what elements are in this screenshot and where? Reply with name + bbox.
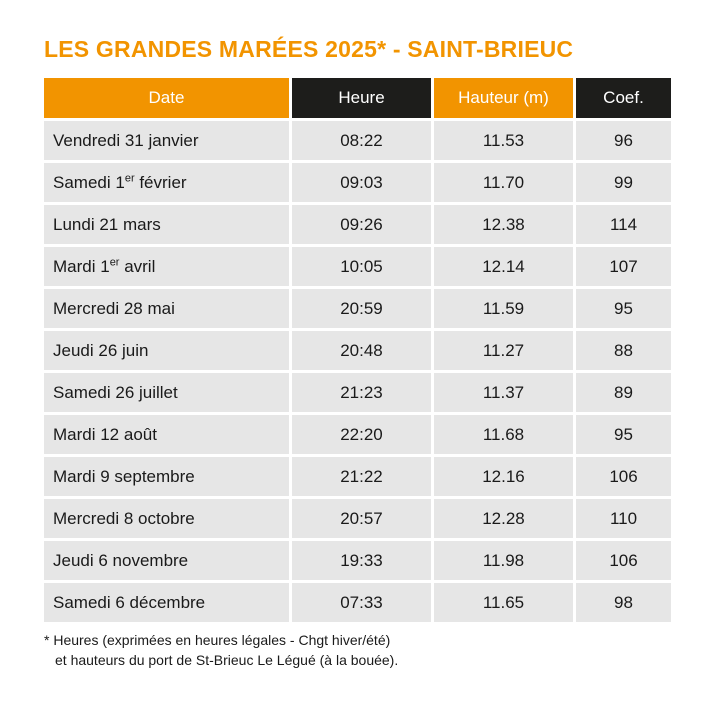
column-header-date: Date [44, 78, 289, 118]
cell-date: Samedi 1er février [44, 163, 289, 202]
table-row [44, 541, 671, 580]
cell-coef: 89 [576, 373, 671, 412]
cell-coef: 106 [576, 457, 671, 496]
cell-hour: 19:33 [292, 541, 431, 580]
cell-coef: 106 [576, 541, 671, 580]
cell-height: 11.59 [434, 289, 573, 328]
page-title: LES GRANDES MARÉES 2025* - SAINT-BRIEUC [44, 36, 574, 62]
cell-coef: 88 [576, 331, 671, 370]
cell-height: 11.98 [434, 541, 573, 580]
tides-table [41, 75, 674, 625]
cell-height: 12.38 [434, 205, 573, 244]
table-row [44, 499, 671, 538]
cell-height: 11.68 [434, 415, 573, 454]
cell-coef: 96 [576, 121, 671, 160]
cell-hour: 21:23 [292, 373, 431, 412]
footnote-line-2: et hauteurs du port de St-Brieuc Le Légué (à la bouée). [55, 652, 399, 668]
cell-date: Samedi 6 décembre [44, 583, 289, 622]
column-header-hour: Heure [292, 78, 431, 118]
cell-hour: 21:22 [292, 457, 431, 496]
table-row [44, 205, 671, 244]
cell-hour: 22:20 [292, 415, 431, 454]
cell-coef: 107 [576, 247, 671, 286]
cell-hour: 20:57 [292, 499, 431, 538]
table-row [44, 373, 671, 412]
cell-date: Mardi 1er avril [44, 247, 289, 286]
footnote-line-1: * Heures (exprimées en heures légales - Chgt hiver/été) [44, 632, 391, 648]
cell-height: 12.28 [434, 499, 573, 538]
table-row [44, 163, 671, 202]
cell-height: 12.14 [434, 247, 573, 286]
cell-coef: 95 [576, 415, 671, 454]
cell-height: 12.16 [434, 457, 573, 496]
cell-hour: 09:26 [292, 205, 431, 244]
cell-hour: 08:22 [292, 121, 431, 160]
cell-hour: 20:59 [292, 289, 431, 328]
cell-coef: 114 [576, 205, 671, 244]
column-header-coef: Coef. [576, 78, 671, 118]
cell-coef: 95 [576, 289, 671, 328]
table-row [44, 415, 671, 454]
cell-date: Mercredi 28 mai [44, 289, 289, 328]
cell-date: Mardi 12 août [44, 415, 289, 454]
cell-coef: 98 [576, 583, 671, 622]
cell-hour: 07:33 [292, 583, 431, 622]
cell-height: 11.53 [434, 121, 573, 160]
column-header-height: Hauteur (m) [434, 78, 573, 118]
cell-date: Jeudi 6 novembre [44, 541, 289, 580]
cell-coef: 99 [576, 163, 671, 202]
table-row [44, 457, 671, 496]
table-row [44, 583, 671, 622]
cell-date: Mardi 9 septembre [44, 457, 289, 496]
cell-hour: 20:48 [292, 331, 431, 370]
table-row [44, 289, 671, 328]
footnote [44, 630, 398, 670]
cell-height: 11.37 [434, 373, 573, 412]
cell-height: 11.70 [434, 163, 573, 202]
cell-date: Jeudi 26 juin [44, 331, 289, 370]
cell-date: Vendredi 31 janvier [44, 121, 289, 160]
cell-date: Mercredi 8 octobre [44, 499, 289, 538]
cell-hour: 09:03 [292, 163, 431, 202]
table-header-row [44, 78, 671, 118]
table-row [44, 331, 671, 370]
cell-date: Samedi 26 juillet [44, 373, 289, 412]
cell-height: 11.27 [434, 331, 573, 370]
cell-hour: 10:05 [292, 247, 431, 286]
cell-height: 11.65 [434, 583, 573, 622]
table-row [44, 121, 671, 160]
cell-coef: 110 [576, 499, 671, 538]
cell-date: Lundi 21 mars [44, 205, 289, 244]
table-row [44, 247, 671, 286]
